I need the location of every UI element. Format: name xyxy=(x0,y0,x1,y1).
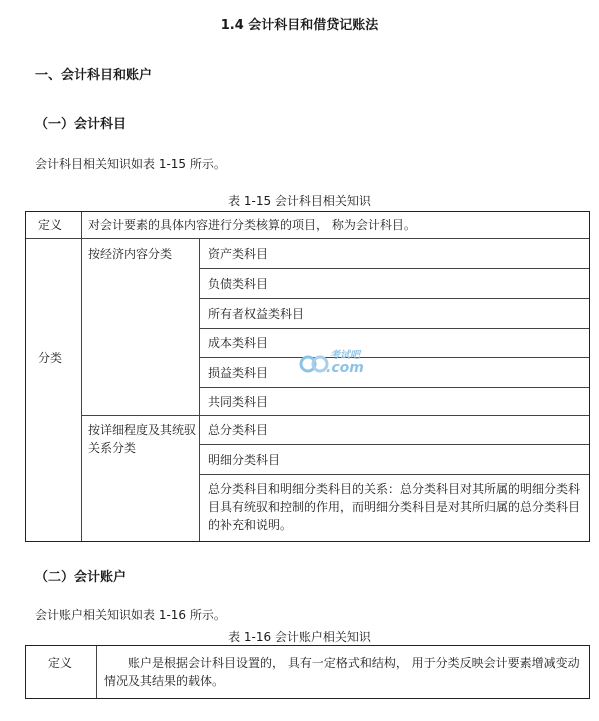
table-rule xyxy=(199,238,200,541)
table-rule xyxy=(199,298,589,299)
table-rule xyxy=(26,238,589,239)
watermark-domain: .com xyxy=(326,360,364,376)
table-rule xyxy=(81,415,589,416)
group-label-detail-level: 按详细程度及其统驭关系分类 xyxy=(88,423,197,455)
table-rule xyxy=(81,212,82,541)
watermark-text: 考试吧 xyxy=(330,350,360,361)
definition-label: 定义 xyxy=(48,656,73,670)
classification-label: 分类 xyxy=(38,351,63,365)
table-rule xyxy=(199,328,589,329)
table-1-15 xyxy=(25,211,590,542)
list-item: 损益类科目 xyxy=(208,366,269,380)
table-rule xyxy=(96,646,97,698)
list-item: 共同类科目 xyxy=(208,395,269,409)
section-heading: 一、会计科目和账户 xyxy=(35,68,153,83)
table-1-16 xyxy=(25,645,590,699)
table-rule xyxy=(199,357,589,358)
list-item: 所有者权益类科目 xyxy=(208,307,305,321)
list-item: 负债类科目 xyxy=(208,277,269,291)
table-caption-2: 表 1-16 会计账户相关知识 xyxy=(228,630,371,644)
subsection-heading-1: （一）会计科目 xyxy=(35,117,127,132)
list-item: 资产类科目 xyxy=(208,247,269,261)
table-caption-1: 表 1-15 会计科目相关知识 xyxy=(228,194,371,208)
paragraph-2: 会计账户相关知识如表 1-16 所示。 xyxy=(35,608,226,622)
table-rule xyxy=(199,444,589,445)
list-item: 总分类科目 xyxy=(208,423,269,437)
list-item: 明细分类科目 xyxy=(208,453,281,467)
definition-text: 账户是根据会计科目设置的， 具有一定格式和结构， 用于分类反映会计要素增减变动情况及其结果的载体。 xyxy=(104,656,580,688)
definition-text: 对会计要素的具体内容进行分类核算的项目， 称为会计科目。 xyxy=(88,218,416,232)
page-title: 1.4 会计科目和借贷记账法 xyxy=(220,18,379,33)
paragraph-1: 会计科目相关知识如表 1-15 所示。 xyxy=(35,157,226,171)
table-rule xyxy=(199,474,589,475)
definition-label: 定义 xyxy=(38,218,63,232)
relationship-note: 总分类科目和明细分类科目的关系：总分类科目对其所属的明细分类科目具有统驭和控制的作用，而明细分类科目是对其所归属的总分类科目的补充和说明。 xyxy=(208,482,581,532)
table-rule xyxy=(199,387,589,388)
subsection-heading-2: （二）会计账户 xyxy=(35,570,127,585)
table-rule xyxy=(199,268,589,269)
list-item: 成本类科目 xyxy=(208,336,269,350)
group-label-economic-content: 按经济内容分类 xyxy=(88,247,173,261)
